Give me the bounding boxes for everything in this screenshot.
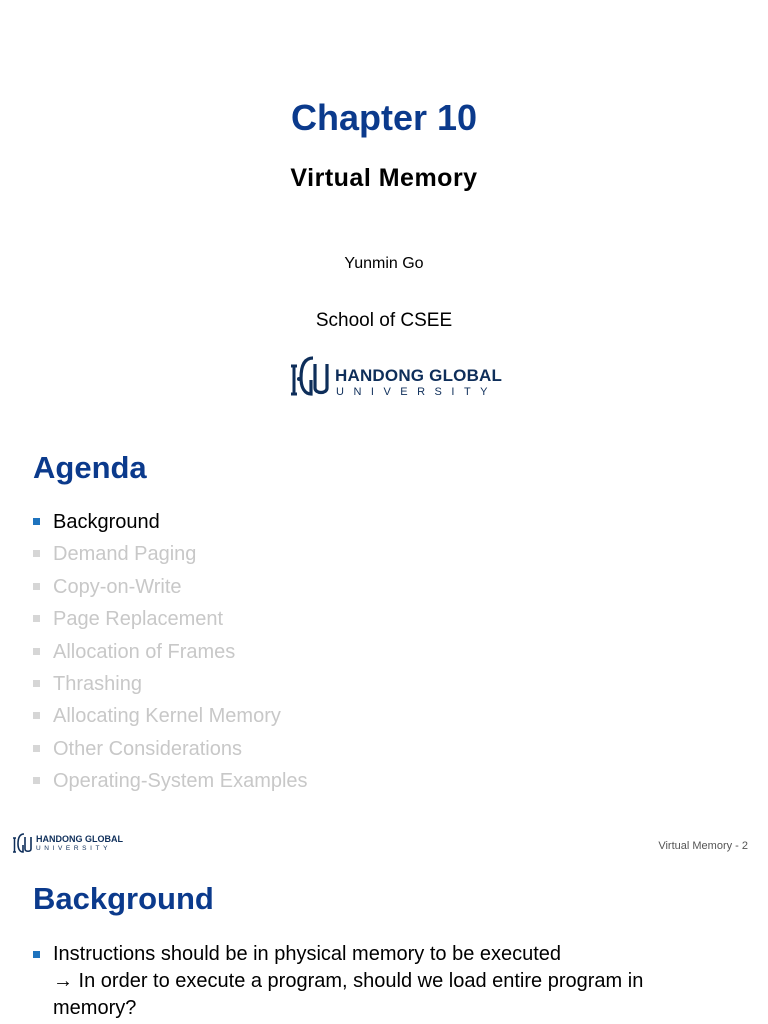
footer-logo-line2: UNIVERSITY bbox=[36, 845, 112, 852]
agenda-item bbox=[33, 636, 308, 668]
agenda-slide bbox=[0, 410, 768, 855]
bullet-square-icon bbox=[33, 615, 40, 622]
agenda-item bbox=[33, 668, 308, 700]
background-slide bbox=[0, 855, 768, 1024]
footer-logo-line1: HANDONG GLOBAL bbox=[36, 834, 123, 844]
agenda-item bbox=[33, 538, 308, 570]
bullet-square-icon bbox=[33, 745, 40, 752]
background-heading: Background bbox=[33, 881, 214, 916]
logo-line2: UNIVERSITY bbox=[336, 386, 498, 398]
agenda-item-label: Other Considerations bbox=[53, 737, 242, 760]
agenda-heading: Agenda bbox=[33, 450, 147, 485]
agenda-item-label: Operating-System Examples bbox=[53, 770, 308, 793]
slide-subtitle: Virtual Memory bbox=[290, 164, 478, 192]
agenda-item-label: Background bbox=[53, 511, 160, 533]
university-logo bbox=[289, 354, 503, 404]
agenda-item bbox=[33, 765, 308, 797]
bullet-square-icon bbox=[33, 550, 40, 557]
list-item bbox=[33, 941, 733, 1022]
agenda-item bbox=[33, 603, 308, 635]
hgu-logo-icon bbox=[289, 354, 329, 402]
agenda-item-label: Thrashing bbox=[53, 672, 142, 695]
bullet-text-line: memory? bbox=[53, 997, 137, 1019]
bullet-square-icon bbox=[33, 648, 40, 655]
bullet-square-icon bbox=[33, 583, 40, 590]
bullet-square-icon bbox=[33, 518, 40, 525]
bullet-square-icon bbox=[33, 680, 40, 687]
title-slide bbox=[0, 0, 768, 410]
agenda-item-label: Page Replacement bbox=[53, 608, 224, 631]
bullet-text-line: → In order to execute a program, should we load entire program in bbox=[53, 970, 644, 992]
slide-title: Chapter 10 bbox=[290, 97, 478, 138]
school-name: School of CSEE bbox=[315, 310, 453, 331]
bullet-square-icon bbox=[33, 951, 40, 958]
agenda-item bbox=[33, 700, 308, 732]
bullet-text-line: Instructions should be in physical memory to be executed bbox=[53, 943, 562, 965]
agenda-item-label: Allocation of Frames bbox=[53, 640, 236, 663]
agenda-item-label: Copy-on-Write bbox=[53, 575, 182, 598]
author-name: Yunmin Go bbox=[344, 255, 424, 272]
background-bullet-list bbox=[33, 941, 733, 1022]
agenda-item bbox=[33, 571, 308, 603]
agenda-list bbox=[33, 506, 308, 798]
hgu-logo-icon bbox=[12, 832, 32, 856]
logo-line1: HANDONG GLOBAL bbox=[335, 366, 503, 385]
agenda-item bbox=[33, 506, 308, 538]
agenda-item-label: Allocating Kernel Memory bbox=[53, 705, 281, 728]
bullet-square-icon bbox=[33, 777, 40, 784]
bullet-square-icon bbox=[33, 712, 40, 719]
page-label: Virtual Memory - 2 bbox=[658, 840, 748, 852]
agenda-item bbox=[33, 733, 308, 765]
agenda-item-label: Demand Paging bbox=[53, 543, 197, 566]
